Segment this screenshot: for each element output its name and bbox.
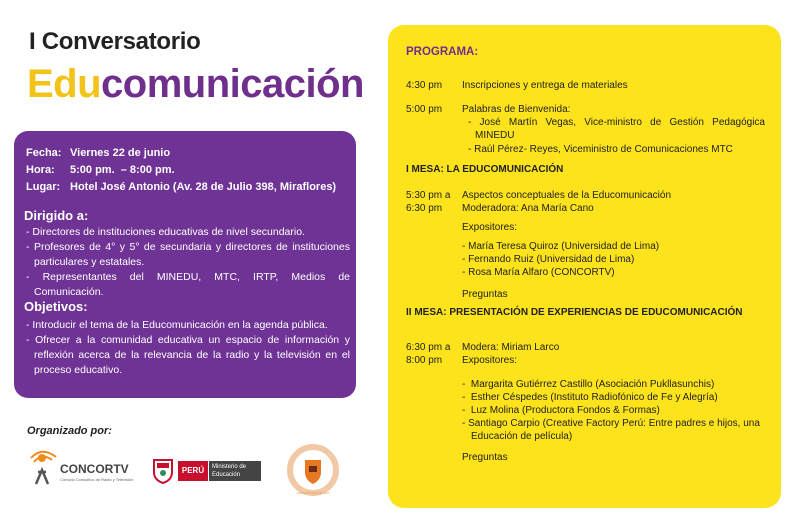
description: Aspectos conceptuales de la Educomunicación [462,190,672,201]
description: Expositores: [462,355,518,366]
speaker: - María Teresa Quiroz (Universidad de Lima) [462,241,660,252]
programa-panel [388,25,781,508]
event-title [27,62,364,107]
objetivos-list [24,318,350,378]
hora-label: Hora: [26,164,55,176]
organized-by-label: Organizado por: [27,425,112,437]
preguntas: Preguntas [462,289,508,300]
speaker: - Luz Molina (Productora Fondos & Formas) [462,405,660,416]
event-details [26,145,336,196]
time: 5:00 pm [406,104,443,115]
time: 5:30 pm a [406,190,451,201]
expositores-label: Expositores: [462,222,518,233]
info-panel [14,131,356,398]
time: 6:30 pm [406,203,443,214]
time: 6:30 pm a [406,342,451,353]
ministerio-label: Ministerio de Educación [209,461,261,481]
description: Inscripciones y entrega de materiales [462,80,628,91]
university-seal-icon [287,444,339,496]
schedule-row [406,189,766,203]
list-item: - Ofrecer a la comunidad educativa un espacio de información y reflexión acerca de la relevancia de la radio y la televisión en el proceso educativo. [26,334,350,376]
mesa1-heading: I MESA: LA EDUCOMUNICACIÓN [406,164,564,175]
concortv-logo [28,448,134,494]
speaker: - Santiago Carpio (Creative Factory Perú: Entre padres e hijos, una Educación de película) [462,418,760,442]
schedule-row [406,79,766,93]
list-item: - Directores de instituciones educativas de nivel secundario. [26,226,305,238]
dirigido-heading: Dirigido a: [24,208,89,223]
title-comunicacion: comunicación [101,62,364,106]
schedule-row [406,354,766,368]
lugar-label: Lugar: [26,181,61,193]
speaker: - Fernando Ruiz (Universidad de Lima) [462,254,635,265]
programa-heading: PROGRAMA: [406,46,479,58]
lugar-value: Hotel José Antonio (Av. 28 de Julio 398, Miraflores) [70,181,337,193]
event-title-line1: I Conversatorio [29,28,201,55]
mesa2-heading: II MESA: PRESENTACIÓN DE EXPERIENCIAS DE EDUCOMUNICACIÓN [406,307,743,318]
list-item: - Introducir el tema de la Educomunicación en la agenda pública. [26,319,328,331]
description: Moderadora: Ana María Cano [462,203,594,214]
objetivos-heading: Objetivos: [24,299,88,314]
list-item: - Representantes del MINEDU, MTC, IRTP, Medios de Comunicación. [26,271,350,298]
concortv-name: CONCORTV [60,462,129,476]
peru-label: PERÚ [178,461,208,481]
dirigido-list [24,225,350,300]
hora-value: 5:00 pm. – 8:00 pm. [70,164,175,176]
list-item: - Profesores de 4° y 5° de secundaria y directores de instituciones particulares y estatales. [26,241,350,268]
university-name: UNIVERSIDAD DE LIMA [296,491,330,495]
speaker: - Raúl Pérez- Reyes, Viceministro de Comunicaciones MTC [468,144,733,155]
speaker: - Margarita Gutiérrez Castillo (Asociación Pukllasunchis) [462,379,715,390]
peru-shield-icon [152,458,174,484]
fecha-label: Fecha: [26,147,62,159]
title-edu: Edu [27,62,102,106]
fecha-value: Viernes 22 de junio [70,147,171,159]
speaker: - José Martín Vegas, Vice-ministro de Gestión Pedagógica MINEDU [468,117,765,141]
minedu-logo [152,455,272,487]
time: 8:00 pm [406,355,443,366]
speaker: - Rosa María Alfaro (CONCORTV) [462,267,615,278]
time: 4:30 pm [406,80,443,91]
schedule-row [406,202,766,216]
schedule-row [406,103,766,117]
speaker: - Esther Céspedes (Instituto Radiofónico de Fe y Alegría) [462,392,718,403]
preguntas: Preguntas [462,452,508,463]
description: Palabras de Bienvenida: [462,104,571,115]
concortv-subtitle: Consejo Consultivo de Radio y Televisión [60,477,134,482]
description: Modera: Miriam Larco [462,342,560,353]
schedule-row [406,341,766,355]
universidad-lima-logo [287,444,339,496]
